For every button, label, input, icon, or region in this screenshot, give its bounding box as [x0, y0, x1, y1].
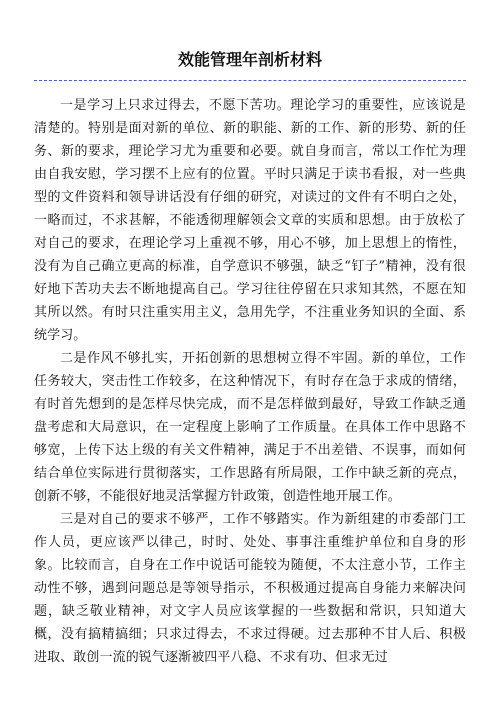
- paragraph-3: 三是对自己的要求不够严，工作不够踏实。作为新组建的市委部门工作人员，更应该严以律己，时时、处处、事事注重维护单位和自身的形象。比较而言，自身在工作中说话可能较为随便，不太注意小节，工作主动性不够，遇到问题总是等领导指示，不积极通过提高自身能力来解决问题，缺乏敬业精神，对文字人员应该掌握的一些数据和常识，只知道大概，没有搞精搞细；只求过得去，不求过得硬。过去那种不甘人后、积极进取、敢创一流的锐气逐渐被四平八稳、不求有功、但求无过: [34, 512, 466, 665]
- paragraph-1: 一是学习上只求过得去，不愿下苦功。理论学习的重要性，应该说是清楚的。特别是面对新的单位、新的职能、新的工作、新的形势、新的任务、新的要求，理论学习尤为重要和必要。就自身而言，常以工作忙为理由自我安慰，学习摆不上应有的位置。平时只满足于读书看报，对一些典型的文件资料和领导讲话没有仔细的研究，对读过的文件有不明白之处，一略而过，不求甚解，不能透彻理解领会文章的实质和思想。由于放松了对自己的要求，在理论学习上重视不够，用心不够，加上思想上的惰性，没有为自己确立更高的标准，自学意识不够强，缺乏“钉子”精神，没有很好地下苦功夫去不断地提高自己。学习往往停留在只求知其然，不愿在知其所以然。有时只注重实用主义，急用先学，不注重业务知识的全面、系统学习。: [34, 98, 466, 343]
- document-title: 效能管理年剖析材料: [177, 50, 322, 69]
- paragraph-2: 二是作风不够扎实，开拓创新的思想树立得不牢固。新的单位，工作任务较大，突击性工作较多，在这种情况下，有时存在急于求成的情绪，有时首先想到的是怎样尽快完成，而不是怎样做到最好，导致工作缺乏通盘考虑和大局意识，在一定程度上影响了工作质量。在具体工作中思路不够宽，上传下达上级的有关文件精神，满足于不出差错、不误事，而如何结合单位实际进行贯彻落实，工作思路有所局限，工作中缺乏新的亮点，创新不够，不能很好地灵活掌握方针政策，创造性地开展工作。: [34, 351, 466, 504]
- document-body: [34, 94, 466, 669]
- title-divider: [34, 80, 466, 81]
